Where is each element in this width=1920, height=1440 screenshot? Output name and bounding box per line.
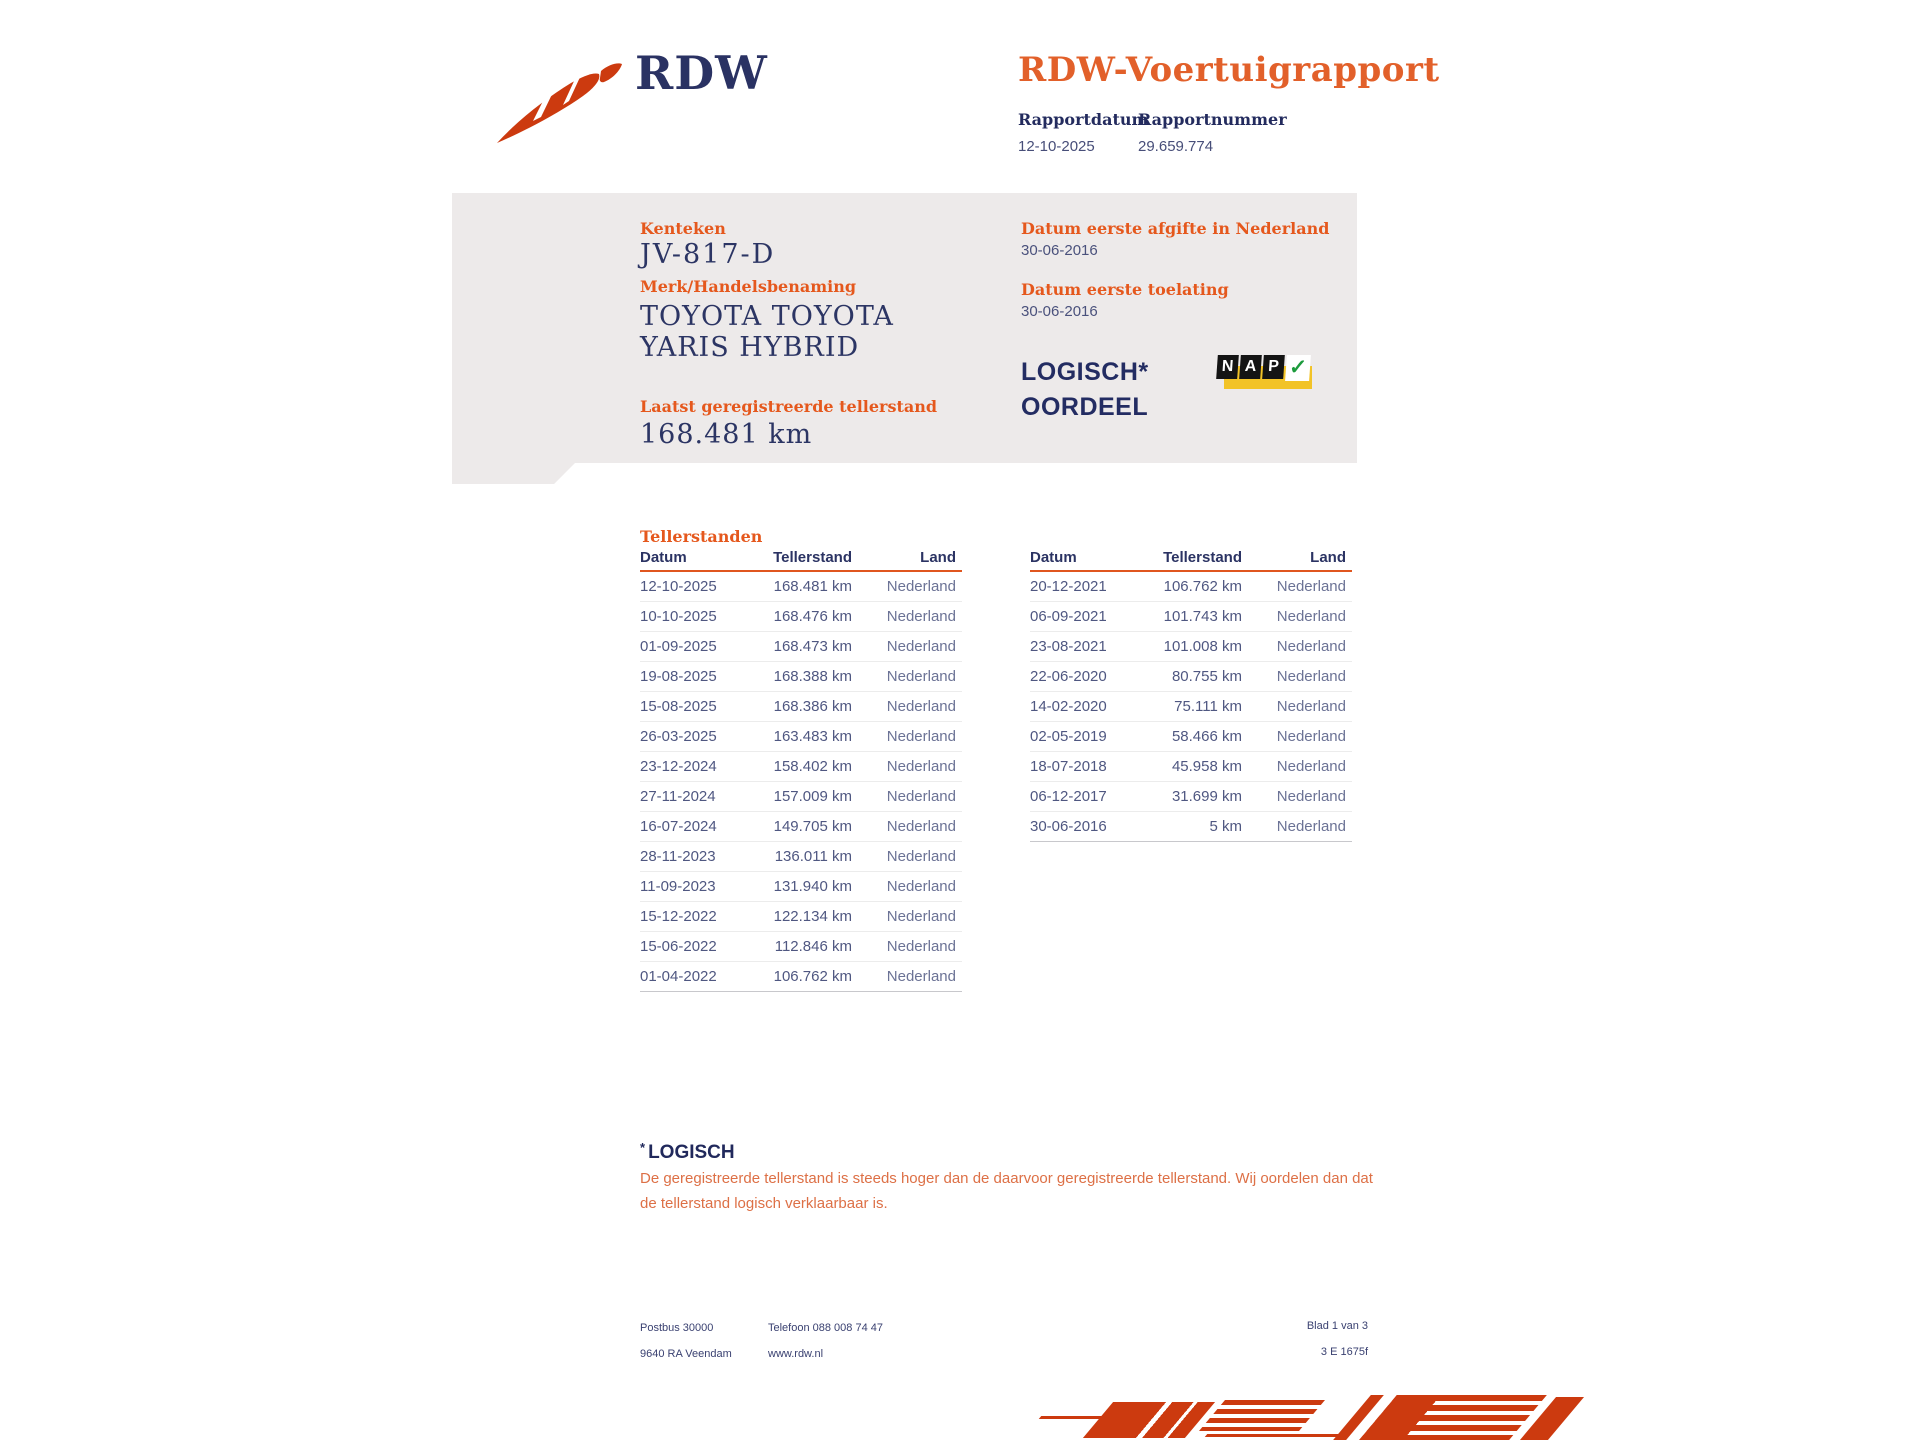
odometer-value: 168.481 km bbox=[640, 419, 813, 450]
cell-tellerstand: 106.762 km bbox=[1142, 571, 1242, 602]
cell-tellerstand: 45.958 km bbox=[1142, 752, 1242, 782]
cell-land: Nederland bbox=[852, 571, 962, 602]
cell-land: Nederland bbox=[852, 932, 962, 962]
cell-tellerstand: 149.705 km bbox=[752, 812, 852, 842]
cell-tellerstand: 168.388 km bbox=[752, 662, 852, 692]
cell-land: Nederland bbox=[852, 632, 962, 662]
footer-page-number: Blad 1 van 3 bbox=[1306, 1320, 1368, 1332]
report-number-block bbox=[1138, 110, 1287, 155]
table-row bbox=[1030, 752, 1352, 782]
cell-datum: 12-10-2025 bbox=[640, 571, 752, 602]
speed-stripes-decoration bbox=[1040, 1395, 1540, 1440]
cell-tellerstand: 168.481 km bbox=[752, 571, 852, 602]
odometer-table-left bbox=[640, 547, 962, 992]
table-row bbox=[640, 842, 962, 872]
column-header-datum: Datum bbox=[640, 547, 752, 571]
nap-logo bbox=[1217, 353, 1317, 395]
vehicle-summary-box bbox=[452, 193, 1357, 463]
cell-tellerstand: 75.111 km bbox=[1142, 692, 1242, 722]
cell-datum: 30-06-2016 bbox=[1030, 812, 1142, 842]
verdict-text bbox=[1021, 355, 1149, 425]
first-admission-value: 30-06-2016 bbox=[1021, 303, 1098, 320]
footnote-text: De geregistreerde tellerstand is steeds hoger dan de daarvoor geregistreerde tellerstand. Wij oordelen dan dat de tellerstand logisch verklaarbaar is. bbox=[640, 1170, 1373, 1212]
report-date-label: Rapportdatum bbox=[1018, 110, 1149, 129]
cell-tellerstand: 122.134 km bbox=[752, 902, 852, 932]
report-number-label: Rapportnummer bbox=[1138, 110, 1287, 129]
column-header-datum: Datum bbox=[1030, 547, 1142, 571]
cell-tellerstand: 168.476 km bbox=[752, 602, 852, 632]
odometer-table-right bbox=[1030, 547, 1352, 842]
cell-land: Nederland bbox=[1242, 782, 1352, 812]
report-number-value: 29.659.774 bbox=[1138, 138, 1214, 155]
column-header-land: Land bbox=[852, 547, 962, 571]
cell-datum: 18-07-2018 bbox=[1030, 752, 1142, 782]
table-row bbox=[1030, 571, 1352, 602]
table-row bbox=[640, 602, 962, 632]
table-row bbox=[1030, 812, 1352, 842]
cell-land: Nederland bbox=[1242, 722, 1352, 752]
verdict-line2: OORDEEL bbox=[1021, 393, 1149, 421]
cell-tellerstand: 80.755 km bbox=[1142, 662, 1242, 692]
footer-phone: Telefoon 088 008 74 47 bbox=[768, 1322, 883, 1334]
odometer-label: Laatst geregistreerde tellerstand bbox=[640, 397, 938, 416]
cell-land: Nederland bbox=[1242, 602, 1352, 632]
cell-datum: 15-12-2022 bbox=[640, 902, 752, 932]
cell-tellerstand: 101.743 km bbox=[1142, 602, 1242, 632]
first-admission-label: Datum eerste toelating bbox=[1021, 280, 1229, 299]
table-row bbox=[1030, 632, 1352, 662]
license-plate-value: JV-817-D bbox=[640, 239, 776, 270]
cell-land: Nederland bbox=[852, 752, 962, 782]
table-row bbox=[640, 722, 962, 752]
column-header-land: Land bbox=[1242, 547, 1352, 571]
cell-land: Nederland bbox=[852, 842, 962, 872]
cell-tellerstand: 136.011 km bbox=[752, 842, 852, 872]
cell-tellerstand: 168.386 km bbox=[752, 692, 852, 722]
footnote-star: * bbox=[640, 1140, 646, 1155]
table-row bbox=[640, 782, 962, 812]
table-row bbox=[1030, 722, 1352, 752]
cell-datum: 02-05-2019 bbox=[1030, 722, 1142, 752]
table-row bbox=[1030, 602, 1352, 632]
first-issue-label: Datum eerste afgifte in Nederland bbox=[1021, 219, 1330, 238]
table-row bbox=[640, 752, 962, 782]
cell-tellerstand: 157.009 km bbox=[752, 782, 852, 812]
cell-land: Nederland bbox=[852, 602, 962, 632]
deco-line bbox=[1205, 1434, 1344, 1437]
cell-datum: 28-11-2023 bbox=[640, 842, 752, 872]
table-row bbox=[640, 932, 962, 962]
page-title: RDW-Voertuigrapport bbox=[1018, 50, 1440, 90]
cell-datum: 01-04-2022 bbox=[640, 962, 752, 992]
footer-address-line1: Postbus 30000 bbox=[640, 1322, 714, 1334]
column-header-tellerstand: Tellerstand bbox=[752, 547, 852, 571]
cell-datum: 10-10-2025 bbox=[640, 602, 752, 632]
tellerstanden-section-title: Tellerstanden bbox=[640, 527, 763, 546]
cell-tellerstand: 168.473 km bbox=[752, 632, 852, 662]
table-row bbox=[640, 571, 962, 602]
license-label: Kenteken bbox=[640, 219, 726, 238]
cell-datum: 20-12-2021 bbox=[1030, 571, 1142, 602]
footer-website: www.rdw.nl bbox=[768, 1348, 824, 1360]
cell-datum: 22-06-2020 bbox=[1030, 662, 1142, 692]
cell-tellerstand: 101.008 km bbox=[1142, 632, 1242, 662]
cell-land: Nederland bbox=[852, 782, 962, 812]
cell-tellerstand: 163.483 km bbox=[752, 722, 852, 752]
cell-datum: 19-08-2025 bbox=[640, 662, 752, 692]
cell-land: Nederland bbox=[1242, 662, 1352, 692]
cell-land: Nederland bbox=[852, 662, 962, 692]
feather-icon bbox=[497, 59, 623, 143]
deco-line bbox=[1039, 1416, 1108, 1419]
nap-letter-p: P bbox=[1262, 355, 1285, 379]
cell-datum: 23-12-2024 bbox=[640, 752, 752, 782]
brand-label: Merk/Handelsbenaming bbox=[640, 277, 857, 296]
cell-datum: 23-08-2021 bbox=[1030, 632, 1142, 662]
table-row bbox=[1030, 662, 1352, 692]
cell-datum: 06-12-2017 bbox=[1030, 782, 1142, 812]
report-date-value: 12-10-2025 bbox=[1018, 138, 1095, 155]
table-row bbox=[1030, 692, 1352, 722]
verdict-line1: LOGISCH* bbox=[1021, 358, 1149, 386]
cell-tellerstand: 131.940 km bbox=[752, 872, 852, 902]
cell-tellerstand: 112.846 km bbox=[752, 932, 852, 962]
deco-block bbox=[1083, 1402, 1215, 1438]
cell-land: Nederland bbox=[852, 812, 962, 842]
nap-letter-a: A bbox=[1239, 355, 1262, 379]
deco-striped-block bbox=[1359, 1395, 1547, 1440]
table-row bbox=[640, 962, 962, 992]
cell-tellerstand: 106.762 km bbox=[752, 962, 852, 992]
column-header-tellerstand: Tellerstand bbox=[1142, 547, 1242, 571]
table-header-row bbox=[640, 547, 962, 571]
nap-check-icon: ✓ bbox=[1285, 355, 1311, 381]
table-row bbox=[1030, 782, 1352, 812]
cell-datum: 14-02-2020 bbox=[1030, 692, 1142, 722]
cell-datum: 01-09-2025 bbox=[640, 632, 752, 662]
cell-tellerstand: 58.466 km bbox=[1142, 722, 1242, 752]
cell-tellerstand: 5 km bbox=[1142, 812, 1242, 842]
cell-land: Nederland bbox=[852, 962, 962, 992]
cell-land: Nederland bbox=[852, 902, 962, 932]
table-row bbox=[640, 902, 962, 932]
cell-land: Nederland bbox=[852, 692, 962, 722]
cell-land: Nederland bbox=[852, 872, 962, 902]
table-row bbox=[640, 662, 962, 692]
cell-datum: 15-06-2022 bbox=[640, 932, 752, 962]
table-row bbox=[640, 692, 962, 722]
table-row bbox=[640, 872, 962, 902]
cell-datum: 16-07-2024 bbox=[640, 812, 752, 842]
deco-stripes bbox=[1199, 1400, 1325, 1431]
footer-address-line2: 9640 RA Veendam bbox=[640, 1348, 732, 1360]
table-row bbox=[640, 812, 962, 842]
table-header-row bbox=[1030, 547, 1352, 571]
cell-tellerstand: 158.402 km bbox=[752, 752, 852, 782]
cell-land: Nederland bbox=[1242, 632, 1352, 662]
cell-datum: 26-03-2025 bbox=[640, 722, 752, 752]
brand-value: TOYOTA TOYOTA YARIS HYBRID bbox=[640, 301, 894, 363]
cell-land: Nederland bbox=[852, 722, 962, 752]
cell-land: Nederland bbox=[1242, 752, 1352, 782]
cell-land: Nederland bbox=[1242, 692, 1352, 722]
cell-land: Nederland bbox=[1242, 571, 1352, 602]
nap-letter-n: N bbox=[1216, 355, 1239, 379]
cell-datum: 06-09-2021 bbox=[1030, 602, 1142, 632]
rdw-logo bbox=[497, 46, 768, 141]
table-row bbox=[640, 632, 962, 662]
first-issue-value: 30-06-2016 bbox=[1021, 242, 1098, 259]
cell-tellerstand: 31.699 km bbox=[1142, 782, 1242, 812]
footnote-title: LOGISCH bbox=[648, 1142, 735, 1163]
cell-datum: 15-08-2025 bbox=[640, 692, 752, 722]
cell-land: Nederland bbox=[1242, 812, 1352, 842]
rdw-wordmark: RDW bbox=[635, 46, 768, 100]
footer-form-code: 3 E 1675f bbox=[1320, 1346, 1368, 1358]
report-date-block bbox=[1018, 110, 1148, 155]
cell-datum: 11-09-2023 bbox=[640, 872, 752, 902]
cell-datum: 27-11-2024 bbox=[640, 782, 752, 812]
footnote-heading bbox=[640, 1140, 735, 1164]
